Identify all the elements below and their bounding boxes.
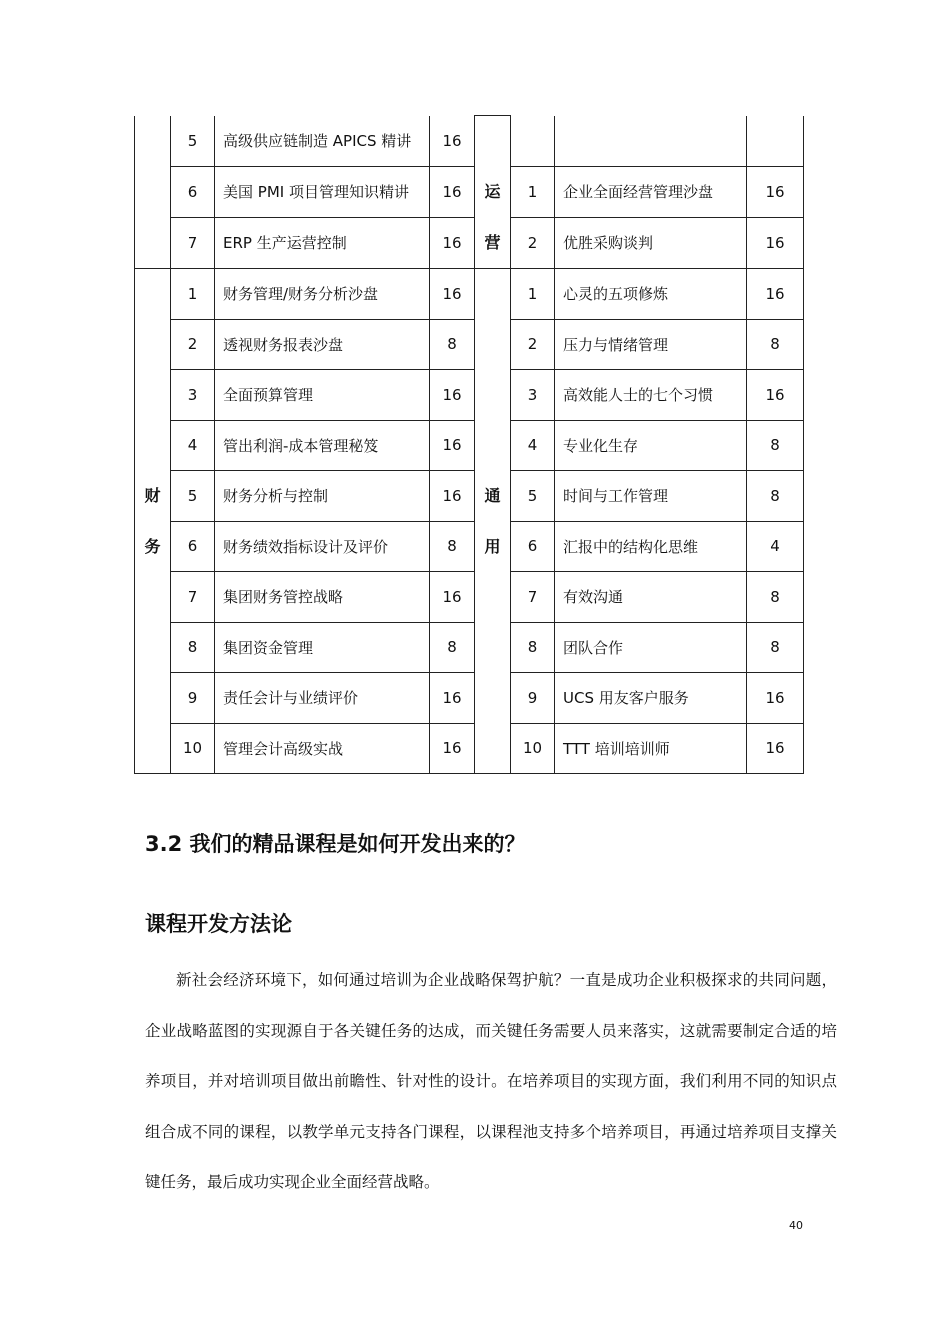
course-hours: 16 [430, 471, 475, 522]
course-name: 压力与情绪管理 [555, 319, 747, 370]
category-general [475, 269, 511, 774]
course-number: 3 [511, 370, 555, 421]
course-hours [747, 116, 804, 167]
course-name: 优胜采购谈判 [555, 217, 747, 269]
course-hours: 16 [430, 572, 475, 623]
category-finance-char-2: 务 [144, 537, 161, 556]
table-row [135, 622, 804, 673]
course-hours: 8 [430, 622, 475, 673]
table-row [135, 370, 804, 421]
course-hours: 16 [430, 166, 475, 217]
table-row [135, 116, 804, 167]
category-general-char-1: 通 [484, 486, 501, 505]
course-hours: 16 [747, 166, 804, 217]
section-title: 3.2 我们的精品课程是如何开发出来的？ [145, 832, 526, 856]
course-number: 6 [171, 521, 215, 572]
body-paragraph: 新社会经济环境下，如何通过培训为企业战略保驾护航？一直是成功企业积极探求的共同问题，企业战略蓝图的实现源自于各关键任务的达成，而关键任务需要人员来落实，这就需要制定合适的培养项目，并对培训项目做出前瞻性、针对性的设计。在培养项目的实现方面，我们利用不同的知识点组合成不同的课程，以教学单元支持各门课程，以课程池支持多个培养项目，再通过培养项目支撑关键任务，最后成功实现企业全面经营战略。 [145, 971, 837, 1191]
course-number: 9 [171, 673, 215, 724]
course-number: 1 [511, 269, 555, 320]
course-number: 6 [511, 521, 555, 572]
course-name: 有效沟通 [555, 572, 747, 623]
course-number: 7 [171, 217, 215, 269]
course-hours: 16 [430, 269, 475, 320]
table-row [135, 521, 804, 572]
table-row [135, 723, 804, 774]
category-finance-char-1: 财 [144, 486, 161, 505]
course-number: 4 [171, 420, 215, 471]
course-name: 全面预算管理 [215, 370, 430, 421]
course-name: 财务管理/财务分析沙盘 [215, 269, 430, 320]
course-name: ERP 生产运营控制 [215, 217, 430, 269]
category-general-char-2: 用 [484, 537, 501, 556]
course-number: 3 [171, 370, 215, 421]
course-name: 高级供应链制造 APICS 精讲 [215, 116, 430, 167]
course-name: TTT 培训培训师 [555, 723, 747, 774]
course-number: 7 [511, 572, 555, 623]
course-number: 4 [511, 420, 555, 471]
category-cell-operations-2: 营 [475, 217, 511, 269]
course-number: 7 [171, 572, 215, 623]
category-cell-operations-1: 运 [475, 166, 511, 217]
course-number: 5 [171, 116, 215, 167]
course-hours: 16 [747, 217, 804, 269]
course-name: 心灵的五项修炼 [555, 269, 747, 320]
table-row [135, 572, 804, 623]
course-hours: 8 [430, 521, 475, 572]
course-number: 5 [511, 471, 555, 522]
table-row [135, 269, 804, 320]
course-number: 6 [171, 166, 215, 217]
course-name: 高效能人士的七个习惯 [555, 370, 747, 421]
course-number: 5 [171, 471, 215, 522]
sub-title: 课程开发方法论 [145, 912, 292, 936]
course-hours: 16 [430, 116, 475, 167]
course-hours: 8 [747, 319, 804, 370]
category-cell-prev [135, 116, 171, 269]
course-name: 责任会计与业绩评价 [215, 673, 430, 724]
course-name: UCS 用友客户服务 [555, 673, 747, 724]
course-number: 8 [511, 622, 555, 673]
course-number: 2 [511, 217, 555, 269]
course-hours: 16 [430, 420, 475, 471]
course-number: 2 [171, 319, 215, 370]
course-name: 财务分析与控制 [215, 471, 430, 522]
course-name: 企业全面经营管理沙盘 [555, 166, 747, 217]
table-row [135, 166, 804, 217]
course-name: 美国 PMI 项目管理知识精讲 [215, 166, 430, 217]
course-number: 8 [171, 622, 215, 673]
course-hours: 8 [747, 572, 804, 623]
course-number: 1 [511, 166, 555, 217]
course-name: 专业化生存 [555, 420, 747, 471]
course-hours: 16 [747, 723, 804, 774]
page-number: 40 [789, 1219, 803, 1232]
course-name: 管理会计高级实战 [215, 723, 430, 774]
course-name: 汇报中的结构化思维 [555, 521, 747, 572]
category-finance [135, 269, 171, 774]
category-cell-blank [475, 116, 511, 167]
course-name: 团队合作 [555, 622, 747, 673]
course-hours: 8 [747, 471, 804, 522]
table-row [135, 673, 804, 724]
course-name [555, 116, 747, 167]
table-row [135, 471, 804, 522]
course-hours: 16 [747, 370, 804, 421]
course-hours: 16 [747, 673, 804, 724]
course-number: 2 [511, 319, 555, 370]
table-row [135, 217, 804, 269]
course-name: 透视财务报表沙盘 [215, 319, 430, 370]
course-hours: 16 [430, 673, 475, 724]
course-name: 管出利润-成本管理秘笈 [215, 420, 430, 471]
course-hours: 16 [430, 217, 475, 269]
course-hours: 16 [747, 269, 804, 320]
course-hours: 16 [430, 370, 475, 421]
course-table [134, 115, 804, 774]
course-hours: 16 [430, 723, 475, 774]
course-hours: 4 [747, 521, 804, 572]
course-name: 时间与工作管理 [555, 471, 747, 522]
course-hours: 8 [747, 420, 804, 471]
course-number: 10 [171, 723, 215, 774]
course-number: 9 [511, 673, 555, 724]
course-number: 10 [511, 723, 555, 774]
course-hours: 8 [430, 319, 475, 370]
course-name: 集团资金管理 [215, 622, 430, 673]
course-number: 1 [171, 269, 215, 320]
course-number [511, 116, 555, 167]
course-hours: 8 [747, 622, 804, 673]
table-row [135, 319, 804, 370]
course-name: 集团财务管控战略 [215, 572, 430, 623]
course-name: 财务绩效指标设计及评价 [215, 521, 430, 572]
table-row [135, 420, 804, 471]
